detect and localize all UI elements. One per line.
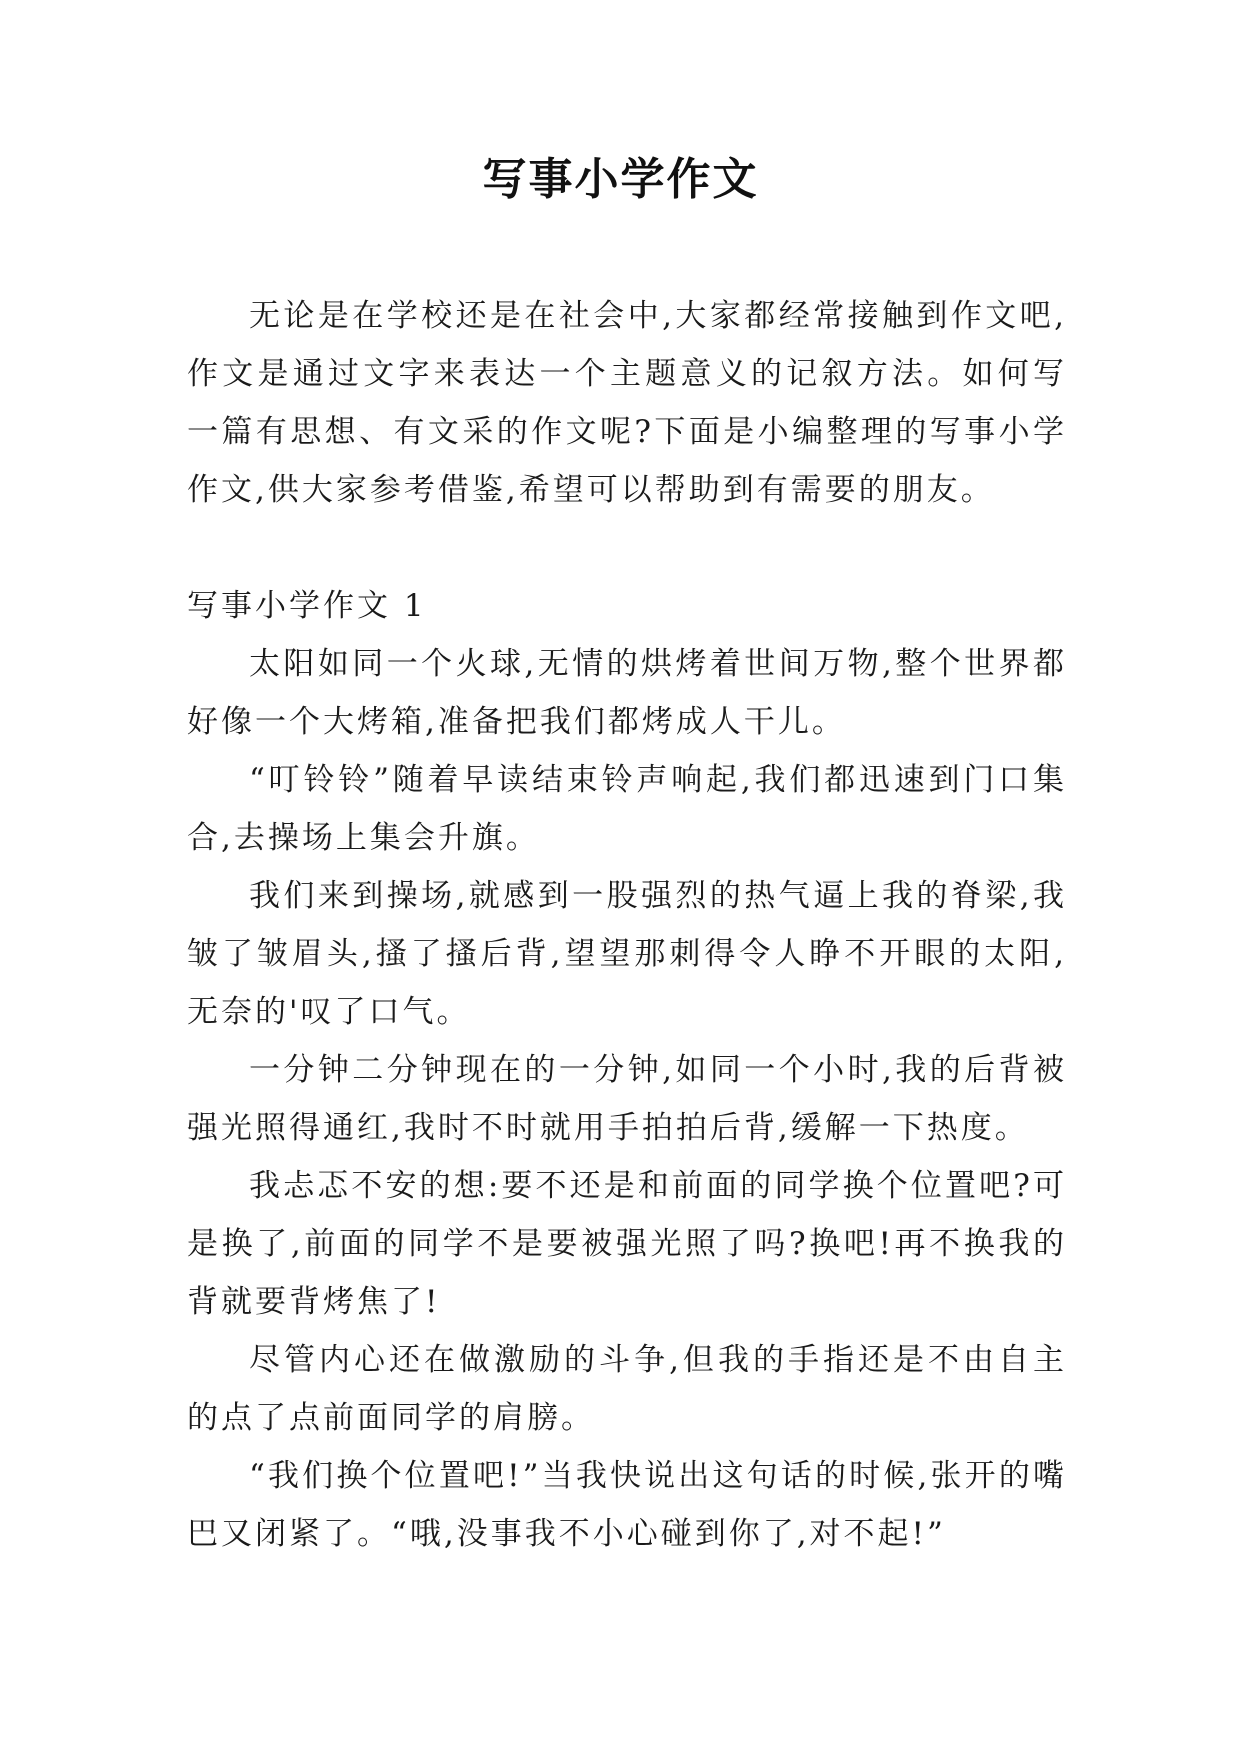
- document-body: [187, 287, 1067, 1563]
- body-paragraph: “叮铃铃”随着早读结束铃声响起,我们都迅速到门口集合,去操场上集会升旗。: [187, 762, 1067, 856]
- body-paragraph: 太阳如同一个火球,无情的烘烤着世间万物,整个世界都好像一个大烤箱,准备把我们都烤成人干儿。: [187, 646, 1067, 740]
- intro-paragraph: 无论是在学校还是在社会中,大家都经常接触到作文吧,作文是通过文字来表达一个主题意义的记叙方法。如何写一篇有思想、有文采的作文呢?下面是小编整理的写事小学作文,供大家参考借鉴,希望可以帮助到有需要的朋友。: [187, 298, 1067, 508]
- body-paragraph: 我们来到操场,就感到一股强烈的热气逼上我的脊梁,我皱了皱眉头,搔了搔后背,望望那刺得令人睁不开眼的太阳,无奈的'叹了口气。: [187, 878, 1067, 1030]
- section-heading: 写事小学作文 1: [187, 588, 427, 624]
- body-paragraph: “我们换个位置吧!”当我快说出这句话的时候,张开的嘴巴又闭紧了。“哦,没事我不小心碰到你了,对不起!”: [187, 1458, 1067, 1552]
- body-paragraph: 尽管内心还在做激励的斗争,但我的手指还是不由自主的点了点前面同学的肩膀。: [187, 1342, 1067, 1436]
- document-title: 写事小学作文: [482, 154, 759, 205]
- body-paragraph: 一分钟二分钟现在的一分钟,如同一个小时,我的后背被强光照得通红,我时不时就用手拍拍后背,缓解一下热度。: [187, 1052, 1067, 1146]
- body-paragraph: 我忐忑不安的想:要不还是和前面的同学换个位置吧?可是换了,前面的同学不是要被强光照了吗?换吧!再不换我的背就要背烤焦了!: [187, 1168, 1067, 1320]
